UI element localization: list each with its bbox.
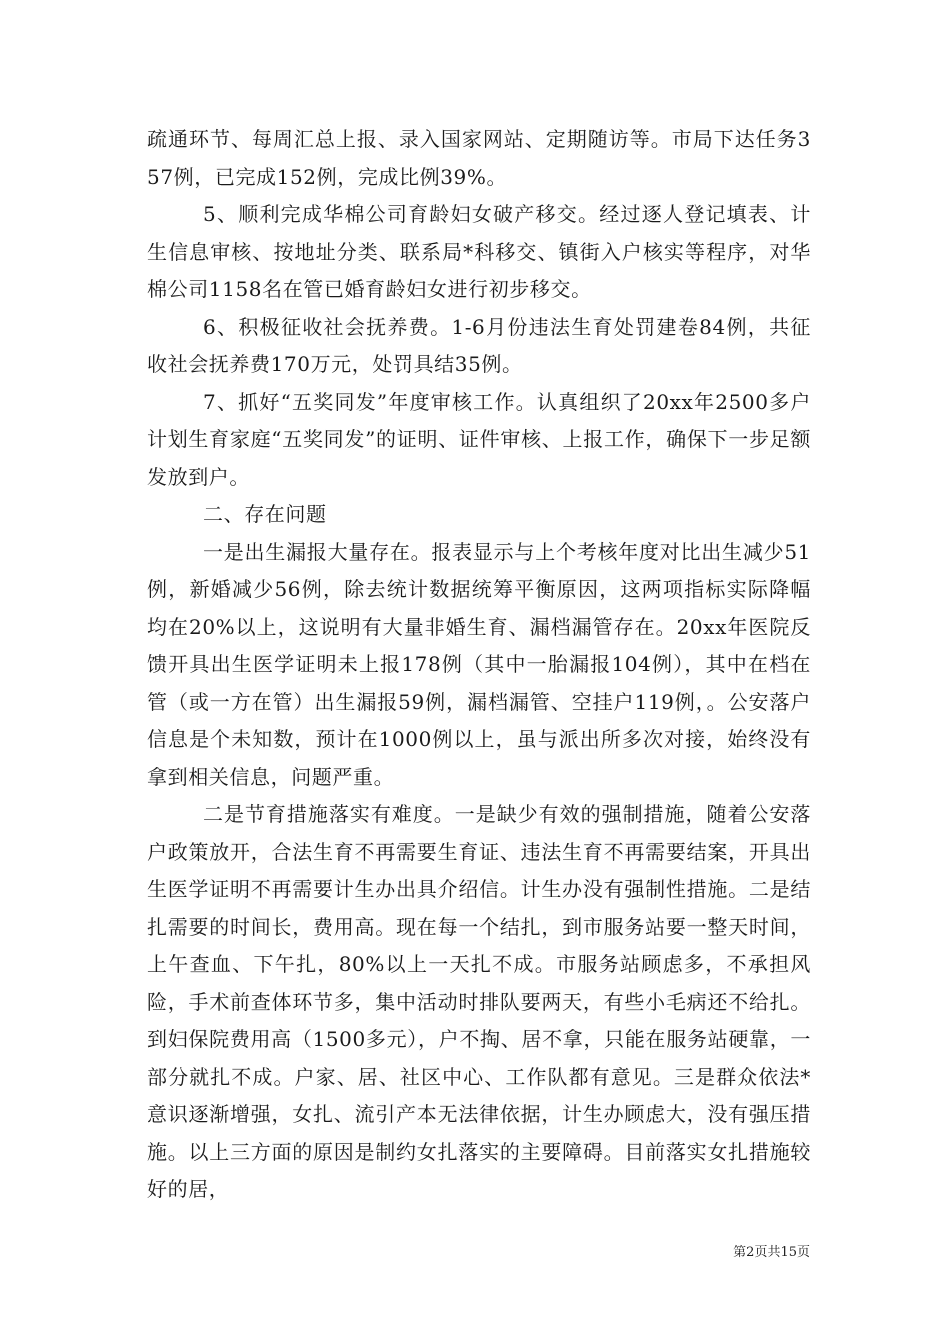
document-body (147, 121, 811, 1209)
paragraph-task-summary: 疏通环节、每周汇总上报、录入国家网站、定期随访等。市局下达任务357例，已完成152例，完成比例39%。 (147, 127, 811, 189)
paragraph-problem-2: 二是节育措施落实有难度。一是缺少有效的强制措施，随着公安落户政策放开，合法生育不再需要生育证、违法生育不再需要结案，开具出生医学证明不再需要计生办出具介绍信。计生办没有强制性措施。二是结扎需要的时间长，费用高。现在每一个结扎，到市服务站要一整天时间，上午查血、下午扎，80%以上一天扎不成。市服务站顾虑多，不承担风险，手术前查体环节多，集中活动时排队要两天，有些小毛病还不给扎。到妇保院费用高（1500多元），户不掏、居不拿，只能在服务站硬靠，一部分就扎不成。户家、居、社区中心、工作队都有意见。三是群众依法*意识逐渐增强，女扎、流引产本无法律依据，计生办顾虑大，没有强压措施。以上三方面的原因是制约女扎落实的主要障碍。目前落实女扎措施较好的居， (147, 802, 811, 1201)
paragraph-item-6: 6、积极征收社会抚养费。1-6月份违法生育处罚建卷84例，共征收社会抚养费170万元，处罚具结35例。 (147, 314, 811, 376)
paragraph-item-5: 5、顺利完成华棉公司育龄妇女破产移交。经过逐人登记填表、计生信息审核、按地址分类、联系局*科移交、镇街入户核实等程序，对华棉公司1158名在管已婚育龄妇女进行初步移交。 (147, 202, 811, 301)
section-heading-problems: 二、存在问题 (203, 502, 327, 526)
page-number-footer: 第2页共15页 (733, 1245, 810, 1260)
paragraph-problem-1: 一是出生漏报大量存在。报表显示与上个考核年度对比出生减少51例，新婚减少56例，除去统计数据统筹平衡原因，这两项指标实际降幅均在20%以上，这说明有大量非婚生育、漏档漏管存在。20xx年医院反馈开具出生医学证明未上报178例（其中一胎漏报104例），其中在档在管（或一方在管）出生漏报59例，漏档漏管、空挂户119例，。公安落户信息是个未知数，预计在1000例以上，虽与派出所多次对接，始终没有拿到相关信息，问题严重。 (147, 539, 811, 789)
paragraph-item-7: 7、抓好“五奖同发”年度审核工作。认真组织了20xx年2500多户计划生育家庭“五奖同发”的证明、证件审核、上报工作，确保下一步足额发放到户。 (147, 389, 811, 489)
